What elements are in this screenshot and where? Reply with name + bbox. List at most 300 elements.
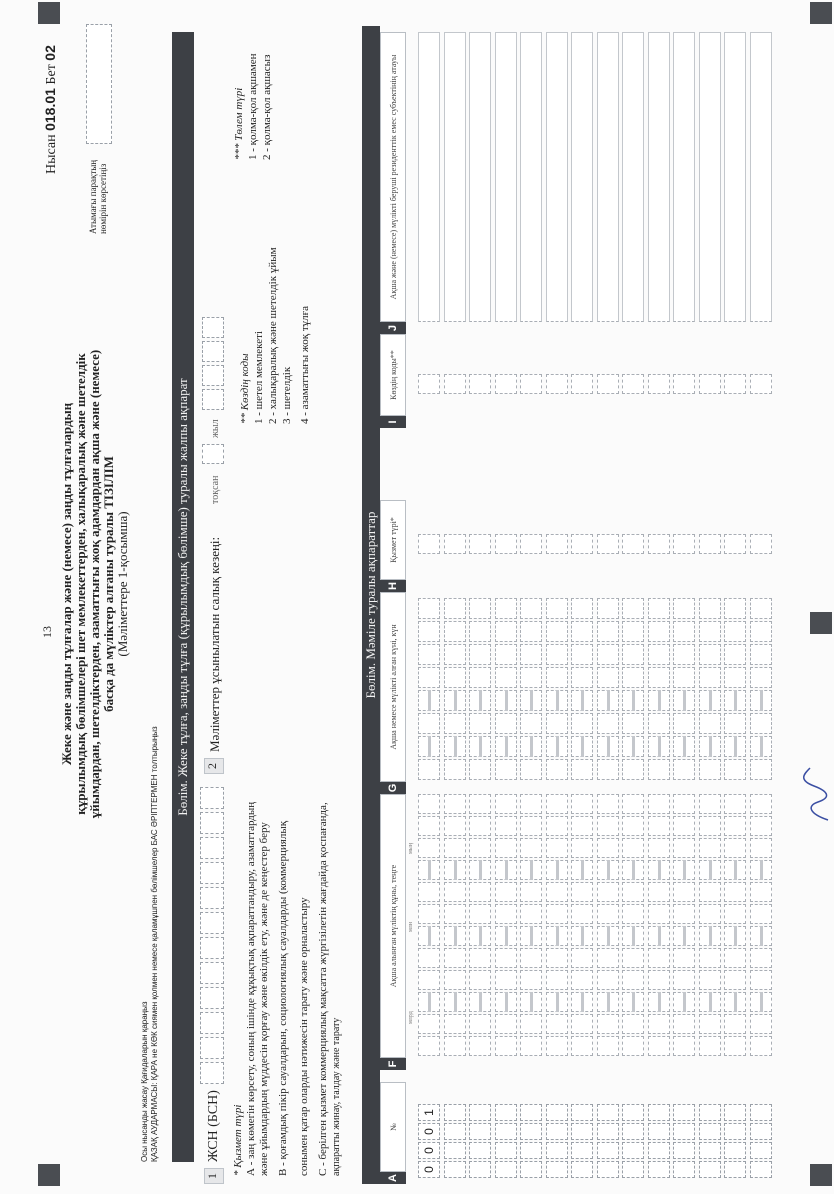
source-code-input[interactable]: [750, 374, 772, 394]
row-number-digit-input[interactable]: [597, 1123, 619, 1140]
date-digit-input[interactable]: [597, 759, 619, 780]
iin-digit-input[interactable]: [200, 937, 224, 959]
row-number-digit-input[interactable]: [724, 1161, 746, 1178]
date-digit-input[interactable]: [469, 759, 491, 780]
amount-digit-input[interactable]: [724, 970, 746, 990]
amount-digit-input[interactable]: [622, 1036, 644, 1056]
row-number-digit-input[interactable]: [495, 1161, 517, 1178]
row-number-digit-input[interactable]: [648, 1104, 670, 1121]
row-number-digit-input[interactable]: [597, 1104, 619, 1121]
amount-digit-input[interactable]: [724, 816, 746, 836]
amount-digit-input[interactable]: [418, 816, 440, 836]
date-digit-input[interactable]: [444, 759, 466, 780]
date-digit-input[interactable]: [444, 644, 466, 665]
row-number-digit-input[interactable]: [622, 1161, 644, 1178]
service-type-input[interactable]: [673, 534, 695, 554]
amount-digit-input[interactable]: [546, 948, 568, 968]
date-digit-input[interactable]: [495, 598, 517, 619]
amount-digit-input[interactable]: [648, 970, 670, 990]
row-number-digit-input[interactable]: [571, 1104, 593, 1121]
amount-digit-input[interactable]: [699, 838, 721, 858]
service-type-input[interactable]: [469, 534, 491, 554]
date-digit-input[interactable]: [648, 644, 670, 665]
date-digit-input[interactable]: [622, 667, 644, 688]
date-digit-input[interactable]: [418, 621, 440, 642]
date-digit-input[interactable]: [699, 644, 721, 665]
source-code-input[interactable]: [597, 374, 619, 394]
service-type-input[interactable]: [546, 534, 568, 554]
date-digit-input[interactable]: [597, 713, 619, 734]
amount-digit-input[interactable]: [648, 904, 670, 924]
amount-digit-input[interactable]: [444, 970, 466, 990]
row-number-digit-input[interactable]: [469, 1161, 491, 1178]
service-type-input[interactable]: [597, 534, 619, 554]
amount-digit-input[interactable]: [673, 948, 695, 968]
row-number-digit-input[interactable]: [673, 1161, 695, 1178]
amount-digit-input[interactable]: [469, 794, 491, 814]
amount-digit-input[interactable]: [699, 970, 721, 990]
amount-digit-input[interactable]: [520, 882, 542, 902]
amount-digit-input[interactable]: [622, 1014, 644, 1034]
amount-digit-input[interactable]: [648, 838, 670, 858]
date-digit-input[interactable]: [418, 759, 440, 780]
date-digit-input[interactable]: [546, 598, 568, 619]
date-digit-input[interactable]: [495, 759, 517, 780]
amount-digit-input[interactable]: [622, 904, 644, 924]
amount-digit-input[interactable]: [648, 1036, 670, 1056]
amount-digit-input[interactable]: [418, 838, 440, 858]
date-digit-input[interactable]: [469, 644, 491, 665]
date-digit-input[interactable]: [699, 759, 721, 780]
row-number-digit-input[interactable]: [520, 1142, 542, 1159]
amount-digit-input[interactable]: [673, 1036, 695, 1056]
amount-digit-input[interactable]: [520, 838, 542, 858]
amount-digit-input[interactable]: [724, 1014, 746, 1034]
date-digit-input[interactable]: [673, 759, 695, 780]
amount-digit-input[interactable]: [597, 948, 619, 968]
date-digit-input[interactable]: [444, 713, 466, 734]
service-type-input[interactable]: [444, 534, 466, 554]
service-type-input[interactable]: [750, 534, 772, 554]
iin-digit-input[interactable]: [200, 837, 224, 859]
date-digit-input[interactable]: [597, 621, 619, 642]
date-digit-input[interactable]: [724, 667, 746, 688]
row-number-digit-input[interactable]: [699, 1123, 721, 1140]
date-digit-input[interactable]: [469, 621, 491, 642]
date-digit-input[interactable]: [648, 667, 670, 688]
amount-digit-input[interactable]: [673, 794, 695, 814]
date-digit-input[interactable]: [418, 598, 440, 619]
date-digit-input[interactable]: [495, 713, 517, 734]
amount-digit-input[interactable]: [546, 970, 568, 990]
amount-digit-input[interactable]: [520, 794, 542, 814]
amount-digit-input[interactable]: [699, 816, 721, 836]
amount-digit-input[interactable]: [724, 948, 746, 968]
row-number-digit-input[interactable]: [520, 1123, 542, 1140]
amount-digit-input[interactable]: [418, 1014, 440, 1034]
row-number-digit-input[interactable]: [622, 1123, 644, 1140]
row-number-digit-input[interactable]: [520, 1161, 542, 1178]
amount-digit-input[interactable]: [648, 794, 670, 814]
date-digit-input[interactable]: [418, 644, 440, 665]
date-digit-input[interactable]: [571, 621, 593, 642]
amount-digit-input[interactable]: [546, 904, 568, 924]
row-number-digit-input[interactable]: [469, 1123, 491, 1140]
date-digit-input[interactable]: [571, 667, 593, 688]
payer-name-input[interactable]: [571, 32, 593, 322]
date-digit-input[interactable]: [418, 667, 440, 688]
row-number-digit-input[interactable]: [520, 1104, 542, 1121]
year-digit-input[interactable]: [202, 365, 224, 386]
amount-digit-input[interactable]: [495, 948, 517, 968]
amount-digit-input[interactable]: [469, 1014, 491, 1034]
date-digit-input[interactable]: [699, 713, 721, 734]
service-type-input[interactable]: [699, 534, 721, 554]
date-digit-input[interactable]: [571, 759, 593, 780]
row-number-digit-input[interactable]: [469, 1104, 491, 1121]
row-number-digit-input[interactable]: [648, 1161, 670, 1178]
source-code-input[interactable]: [571, 374, 593, 394]
source-code-input[interactable]: [469, 374, 491, 394]
row-number-digit-input[interactable]: [597, 1161, 619, 1178]
row-number-digit-input[interactable]: [673, 1104, 695, 1121]
iin-digit-input[interactable]: [200, 1037, 224, 1059]
amount-digit-input[interactable]: [546, 1014, 568, 1034]
amount-digit-input[interactable]: [469, 816, 491, 836]
amount-digit-input[interactable]: [597, 1014, 619, 1034]
amount-digit-input[interactable]: [469, 970, 491, 990]
amount-digit-input[interactable]: [597, 838, 619, 858]
amount-digit-input[interactable]: [571, 838, 593, 858]
amount-digit-input[interactable]: [750, 1036, 772, 1056]
amount-digit-input[interactable]: [673, 970, 695, 990]
amount-digit-input[interactable]: [673, 838, 695, 858]
amount-digit-input[interactable]: [724, 904, 746, 924]
amount-digit-input[interactable]: [597, 1036, 619, 1056]
date-digit-input[interactable]: [597, 644, 619, 665]
source-code-input[interactable]: [495, 374, 517, 394]
amount-digit-input[interactable]: [418, 882, 440, 902]
year-digit-input[interactable]: [202, 317, 224, 338]
amount-digit-input[interactable]: [750, 816, 772, 836]
row-number-digit-input[interactable]: [571, 1161, 593, 1178]
row-number-digit-input[interactable]: [622, 1142, 644, 1159]
date-digit-input[interactable]: [444, 598, 466, 619]
source-code-input[interactable]: [724, 374, 746, 394]
quarter-input[interactable]: [202, 444, 224, 464]
amount-digit-input[interactable]: [444, 838, 466, 858]
date-digit-input[interactable]: [597, 667, 619, 688]
date-digit-input[interactable]: [750, 598, 772, 619]
payer-name-input[interactable]: [546, 32, 568, 322]
amount-digit-input[interactable]: [546, 1036, 568, 1056]
amount-digit-input[interactable]: [571, 1036, 593, 1056]
iin-digit-input[interactable]: [200, 962, 224, 984]
amount-digit-input[interactable]: [495, 1014, 517, 1034]
row-number-digit-input[interactable]: [750, 1142, 772, 1159]
row-number-digit-input[interactable]: [571, 1142, 593, 1159]
amount-digit-input[interactable]: [724, 882, 746, 902]
date-digit-input[interactable]: [622, 598, 644, 619]
payer-name-input[interactable]: [648, 32, 670, 322]
date-digit-input[interactable]: [520, 759, 542, 780]
amount-digit-input[interactable]: [495, 838, 517, 858]
date-digit-input[interactable]: [750, 621, 772, 642]
amount-digit-input[interactable]: [699, 1014, 721, 1034]
amount-digit-input[interactable]: [444, 904, 466, 924]
row-number-digit-input[interactable]: [444, 1104, 466, 1121]
amount-digit-input[interactable]: [418, 970, 440, 990]
amount-digit-input[interactable]: [469, 838, 491, 858]
row-number-digit-input[interactable]: [673, 1142, 695, 1159]
date-digit-input[interactable]: [469, 667, 491, 688]
amount-digit-input[interactable]: [495, 794, 517, 814]
date-digit-input[interactable]: [546, 713, 568, 734]
amount-digit-input[interactable]: [444, 948, 466, 968]
amount-digit-input[interactable]: [622, 948, 644, 968]
amount-digit-input[interactable]: [571, 882, 593, 902]
amount-digit-input[interactable]: [648, 1014, 670, 1034]
amount-digit-input[interactable]: [444, 816, 466, 836]
service-type-input[interactable]: [495, 534, 517, 554]
amount-digit-input[interactable]: [520, 816, 542, 836]
source-code-input[interactable]: [546, 374, 568, 394]
source-code-input[interactable]: [418, 374, 440, 394]
date-digit-input[interactable]: [648, 598, 670, 619]
row-number-digit-input[interactable]: [495, 1142, 517, 1159]
row-number-digit-input[interactable]: [699, 1161, 721, 1178]
amount-digit-input[interactable]: [444, 1014, 466, 1034]
date-digit-input[interactable]: [444, 621, 466, 642]
amount-digit-input[interactable]: [495, 904, 517, 924]
amount-digit-input[interactable]: [699, 948, 721, 968]
amount-digit-input[interactable]: [546, 838, 568, 858]
row-number-digit-input[interactable]: [546, 1142, 568, 1159]
date-digit-input[interactable]: [622, 621, 644, 642]
row-number-digit-input[interactable]: [546, 1104, 568, 1121]
date-digit-input[interactable]: [571, 713, 593, 734]
date-digit-input[interactable]: [673, 713, 695, 734]
amount-digit-input[interactable]: [418, 904, 440, 924]
source-code-input[interactable]: [520, 374, 542, 394]
amount-digit-input[interactable]: [444, 794, 466, 814]
amount-digit-input[interactable]: [546, 816, 568, 836]
date-digit-input[interactable]: [520, 598, 542, 619]
amount-digit-input[interactable]: [495, 970, 517, 990]
amount-digit-input[interactable]: [520, 948, 542, 968]
date-digit-input[interactable]: [648, 713, 670, 734]
source-code-input[interactable]: [622, 374, 644, 394]
payer-name-input[interactable]: [495, 32, 517, 322]
row-number-digit-input[interactable]: [495, 1123, 517, 1140]
date-digit-input[interactable]: [673, 621, 695, 642]
amount-digit-input[interactable]: [673, 904, 695, 924]
date-digit-input[interactable]: [750, 667, 772, 688]
year-digit-input[interactable]: [202, 389, 224, 410]
row-number-digit-input[interactable]: [469, 1142, 491, 1159]
date-digit-input[interactable]: [418, 713, 440, 734]
amount-digit-input[interactable]: [444, 882, 466, 902]
date-digit-input[interactable]: [699, 667, 721, 688]
date-digit-input[interactable]: [444, 667, 466, 688]
iin-digit-input[interactable]: [200, 812, 224, 834]
date-digit-input[interactable]: [724, 644, 746, 665]
date-digit-input[interactable]: [546, 667, 568, 688]
amount-digit-input[interactable]: [571, 904, 593, 924]
amount-digit-input[interactable]: [622, 794, 644, 814]
date-digit-input[interactable]: [546, 759, 568, 780]
year-digit-input[interactable]: [202, 341, 224, 362]
service-type-input[interactable]: [724, 534, 746, 554]
payer-name-input[interactable]: [597, 32, 619, 322]
date-digit-input[interactable]: [648, 621, 670, 642]
date-digit-input[interactable]: [520, 621, 542, 642]
source-code-input[interactable]: [699, 374, 721, 394]
row-number-digit-input[interactable]: [571, 1123, 593, 1140]
amount-digit-input[interactable]: [571, 1014, 593, 1034]
amount-digit-input[interactable]: [597, 794, 619, 814]
amount-digit-input[interactable]: [469, 948, 491, 968]
date-digit-input[interactable]: [622, 759, 644, 780]
row-number-digit-input[interactable]: [750, 1161, 772, 1178]
date-digit-input[interactable]: [495, 644, 517, 665]
date-digit-input[interactable]: [546, 621, 568, 642]
amount-digit-input[interactable]: [571, 816, 593, 836]
row-number-digit-input[interactable]: [699, 1142, 721, 1159]
amount-digit-input[interactable]: [699, 1036, 721, 1056]
date-digit-input[interactable]: [724, 621, 746, 642]
amount-digit-input[interactable]: [597, 904, 619, 924]
service-type-input[interactable]: [418, 534, 440, 554]
row-number-digit-input[interactable]: [724, 1123, 746, 1140]
amount-digit-input[interactable]: [444, 1036, 466, 1056]
row-number-digit-input[interactable]: [750, 1123, 772, 1140]
date-digit-input[interactable]: [622, 644, 644, 665]
row-number-digit-input[interactable]: [699, 1104, 721, 1121]
source-code-input[interactable]: [673, 374, 695, 394]
amount-digit-input[interactable]: [622, 816, 644, 836]
date-digit-input[interactable]: [495, 621, 517, 642]
date-digit-input[interactable]: [673, 598, 695, 619]
amount-digit-input[interactable]: [648, 948, 670, 968]
service-type-input[interactable]: [622, 534, 644, 554]
iin-digit-input[interactable]: [200, 1062, 224, 1084]
amount-digit-input[interactable]: [546, 882, 568, 902]
row-number-digit-input[interactable]: [648, 1142, 670, 1159]
date-digit-input[interactable]: [546, 644, 568, 665]
date-digit-input[interactable]: [571, 598, 593, 619]
amount-digit-input[interactable]: [520, 904, 542, 924]
amount-digit-input[interactable]: [495, 816, 517, 836]
payer-name-input[interactable]: [622, 32, 644, 322]
row-number-digit-input[interactable]: [495, 1104, 517, 1121]
amount-digit-input[interactable]: [418, 794, 440, 814]
row-number-digit-input[interactable]: [444, 1161, 466, 1178]
amount-digit-input[interactable]: [724, 1036, 746, 1056]
date-digit-input[interactable]: [699, 621, 721, 642]
amount-digit-input[interactable]: [597, 816, 619, 836]
amount-digit-input[interactable]: [469, 1036, 491, 1056]
amount-digit-input[interactable]: [673, 882, 695, 902]
amount-digit-input[interactable]: [495, 1036, 517, 1056]
date-digit-input[interactable]: [750, 644, 772, 665]
amount-digit-input[interactable]: [699, 882, 721, 902]
payer-name-input[interactable]: [750, 32, 772, 322]
date-digit-input[interactable]: [724, 598, 746, 619]
amount-digit-input[interactable]: [520, 970, 542, 990]
amount-digit-input[interactable]: [469, 882, 491, 902]
amount-digit-input[interactable]: [418, 948, 440, 968]
source-code-input[interactable]: [648, 374, 670, 394]
service-type-input[interactable]: [648, 534, 670, 554]
date-digit-input[interactable]: [750, 713, 772, 734]
date-digit-input[interactable]: [724, 713, 746, 734]
amount-digit-input[interactable]: [750, 1014, 772, 1034]
row-number-digit-input[interactable]: [648, 1123, 670, 1140]
iin-digit-input[interactable]: [200, 912, 224, 934]
source-code-input[interactable]: [444, 374, 466, 394]
date-digit-input[interactable]: [699, 598, 721, 619]
payer-name-input[interactable]: [724, 32, 746, 322]
iin-digit-input[interactable]: [200, 887, 224, 909]
amount-digit-input[interactable]: [597, 970, 619, 990]
amount-digit-input[interactable]: [673, 816, 695, 836]
date-digit-input[interactable]: [520, 644, 542, 665]
amount-digit-input[interactable]: [597, 882, 619, 902]
row-number-digit-input[interactable]: [444, 1142, 466, 1159]
payer-name-input[interactable]: [418, 32, 440, 322]
amount-digit-input[interactable]: [571, 794, 593, 814]
amount-digit-input[interactable]: [724, 794, 746, 814]
row-number-digit-input[interactable]: [444, 1123, 466, 1140]
row-number-digit-input[interactable]: [724, 1104, 746, 1121]
amount-digit-input[interactable]: [622, 838, 644, 858]
payer-name-input[interactable]: [444, 32, 466, 322]
attachment-number-input[interactable]: [86, 24, 112, 144]
amount-digit-input[interactable]: [750, 948, 772, 968]
payer-name-input[interactable]: [673, 32, 695, 322]
amount-digit-input[interactable]: [673, 1014, 695, 1034]
amount-digit-input[interactable]: [571, 948, 593, 968]
service-type-input[interactable]: [571, 534, 593, 554]
amount-digit-input[interactable]: [495, 882, 517, 902]
row-number-digit-input[interactable]: [597, 1142, 619, 1159]
amount-digit-input[interactable]: [750, 794, 772, 814]
date-digit-input[interactable]: [495, 667, 517, 688]
amount-digit-input[interactable]: [622, 970, 644, 990]
amount-digit-input[interactable]: [520, 1014, 542, 1034]
iin-digit-input[interactable]: [200, 787, 224, 809]
date-digit-input[interactable]: [750, 759, 772, 780]
date-digit-input[interactable]: [469, 713, 491, 734]
date-digit-input[interactable]: [520, 713, 542, 734]
amount-digit-input[interactable]: [520, 1036, 542, 1056]
payer-name-input[interactable]: [520, 32, 542, 322]
amount-digit-input[interactable]: [699, 904, 721, 924]
amount-digit-input[interactable]: [724, 838, 746, 858]
iin-digit-input[interactable]: [200, 1012, 224, 1034]
date-digit-input[interactable]: [571, 644, 593, 665]
row-number-digit-input[interactable]: [546, 1161, 568, 1178]
iin-digit-input[interactable]: [200, 987, 224, 1009]
amount-digit-input[interactable]: [546, 794, 568, 814]
date-digit-input[interactable]: [724, 759, 746, 780]
row-number-digit-input[interactable]: [724, 1142, 746, 1159]
row-number-digit-input[interactable]: [546, 1123, 568, 1140]
payer-name-input[interactable]: [469, 32, 491, 322]
date-digit-input[interactable]: [648, 759, 670, 780]
amount-digit-input[interactable]: [750, 882, 772, 902]
